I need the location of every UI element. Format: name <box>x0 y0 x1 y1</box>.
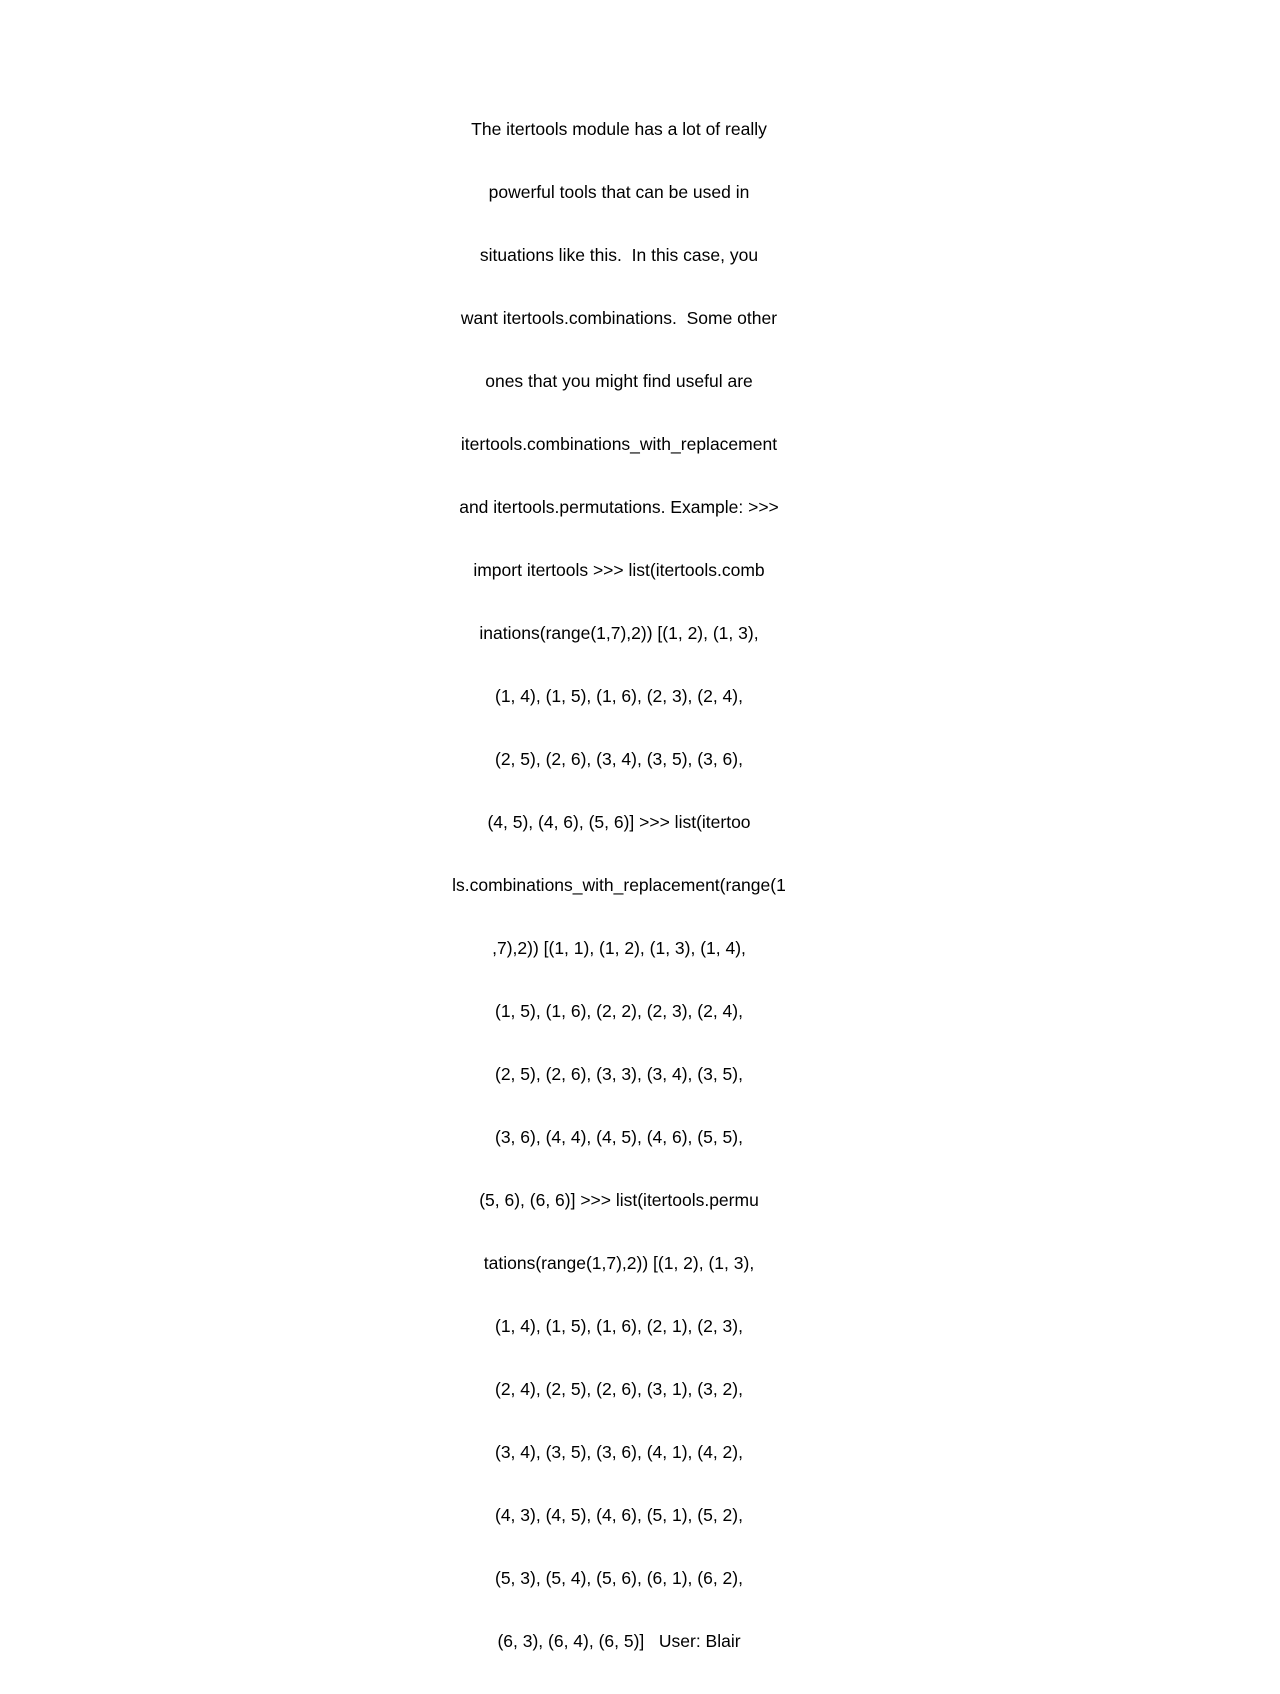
text-line: (5, 3), (5, 4), (5, 6), (6, 1), (6, 2), <box>495 1568 743 1588</box>
text-line: The itertools module has a lot of really <box>471 119 767 139</box>
text-line: (2, 4), (2, 5), (2, 6), (3, 1), (3, 2), <box>495 1379 743 1399</box>
text-line: (3, 6), (4, 4), (4, 5), (4, 6), (5, 5), <box>495 1127 743 1147</box>
text-line: (2, 5), (2, 6), (3, 4), (3, 5), (3, 6), <box>495 749 743 769</box>
text-line: (5, 6), (6, 6)] >>> list(itertools.permu <box>479 1190 759 1210</box>
text-line: want itertools.combinations. Some other <box>460 308 778 328</box>
text-line: ,7),2)) [(1, 1), (1, 2), (1, 3), (1, 4), <box>492 938 746 958</box>
text-line: inations(range(1,7),2)) [(1, 2), (1, 3), <box>479 623 759 643</box>
text-line: (4, 5), (4, 6), (5, 6)] >>> list(itertoo <box>487 812 751 832</box>
text-line: (1, 4), (1, 5), (1, 6), (2, 1), (2, 3), <box>495 1316 743 1336</box>
answer-text-block <box>447 77 791 1694</box>
text-line: (1, 5), (1, 6), (2, 2), (2, 3), (2, 4), <box>495 1001 743 1021</box>
text-line: ones that you might find useful are <box>485 371 753 391</box>
text-line: ls.combinations_with_replacement(range(1 <box>452 875 786 895</box>
text-line: (3, 4), (3, 5), (3, 6), (4, 1), (4, 2), <box>495 1442 743 1462</box>
text-line: tations(range(1,7),2)) [(1, 2), (1, 3), <box>483 1253 755 1273</box>
text-line: itertools.combinations_with_replacement <box>460 434 778 454</box>
text-line: (1, 4), (1, 5), (1, 6), (2, 3), (2, 4), <box>495 686 743 706</box>
text-line: (4, 3), (4, 5), (4, 6), (5, 1), (5, 2), <box>495 1505 743 1525</box>
text-line: and itertools.permutations. Example: >>> <box>459 497 779 517</box>
text-line: import itertools >>> list(itertools.comb <box>473 560 765 580</box>
text-line: situations like this. In this case, you <box>479 245 759 265</box>
text-line: (6, 3), (6, 4), (6, 5)] User: Blair <box>497 1631 741 1651</box>
text-line: powerful tools that can be used in <box>488 182 750 202</box>
text-line: (2, 5), (2, 6), (3, 3), (3, 4), (3, 5), <box>495 1064 743 1084</box>
